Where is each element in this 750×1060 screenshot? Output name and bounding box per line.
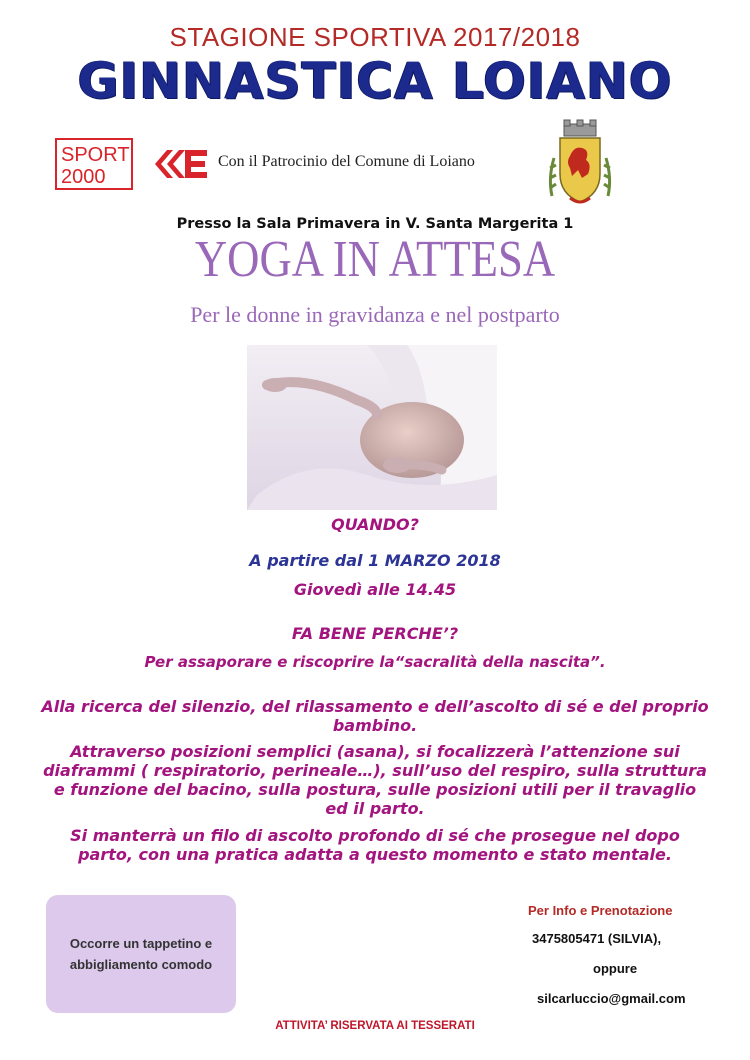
sport-logo-year: 2000 [61, 166, 106, 188]
patronage-text: Con il Patrocinio del Comune di Loiano [218, 153, 475, 170]
event-subtitle: Per le donne in gravidanza e nel postparto [190, 302, 560, 327]
pregnant-woman-meditating-photo [247, 345, 497, 510]
event-name: YOGA IN ATTESA [194, 231, 556, 288]
contact-label: Per Info e Prenotazione [528, 903, 673, 918]
page-title: GINNASTICA LOIANO [77, 52, 673, 110]
benefits-paragraph-3: Attraverso posizioni semplici (asana), si focalizzerà l’attenzione sui diaframmi ( respiratorio, perineale…), sull’uso del respiro, sulla struttura e funzione del bacino, sulla postura, sulle posizioni utili per il travaglio ed il parto. [43, 742, 707, 818]
benefits-paragraph-1: Per assaporare e riscoprire la“sacralità della nascita”. [144, 653, 606, 671]
footer-notice: ATTIVITA’ RISERVATA AI TESSERATI [275, 1020, 475, 1032]
equipment-notice-text: Occorre un tappetino e abbigliamento comodo [69, 936, 213, 972]
benefits-paragraph-2: Alla ricerca del silenzio, del rilassamento e dell’ascolto di sé e del proprio bambino. [41, 697, 709, 735]
contact-phone: 3475805471 (SILVIA), [532, 931, 662, 946]
schedule-heading: QUANDO? [331, 515, 419, 534]
equipment-notice-box [46, 895, 236, 1013]
sport-logo-chevrons [155, 150, 207, 178]
sport-logo-text: SPORT [61, 144, 130, 166]
sport-2000-logo [55, 138, 245, 190]
event-location: Presso la Sala Primavera in V. Santa Margerita 1 [176, 216, 574, 232]
loiano-coat-of-arms [546, 118, 614, 210]
schedule-day-time: Giovedì alle 14.45 [293, 580, 457, 599]
benefits-heading: FA BENE PERCHE’? [291, 624, 459, 643]
schedule-start-date: A partire dal 1 MARZO 2018 [249, 551, 501, 570]
season-heading: STAGIONE SPORTIVA 2017/2018 [169, 22, 581, 52]
contact-email: silcarluccio@gmail.com [537, 991, 686, 1006]
benefits-paragraph-4: Si manterrà un filo di ascolto profondo di sé che prosegue nel dopo parto, con una pratica adatta a questo momento e stato mentale. [70, 826, 680, 864]
contact-or: oppure [593, 961, 638, 976]
